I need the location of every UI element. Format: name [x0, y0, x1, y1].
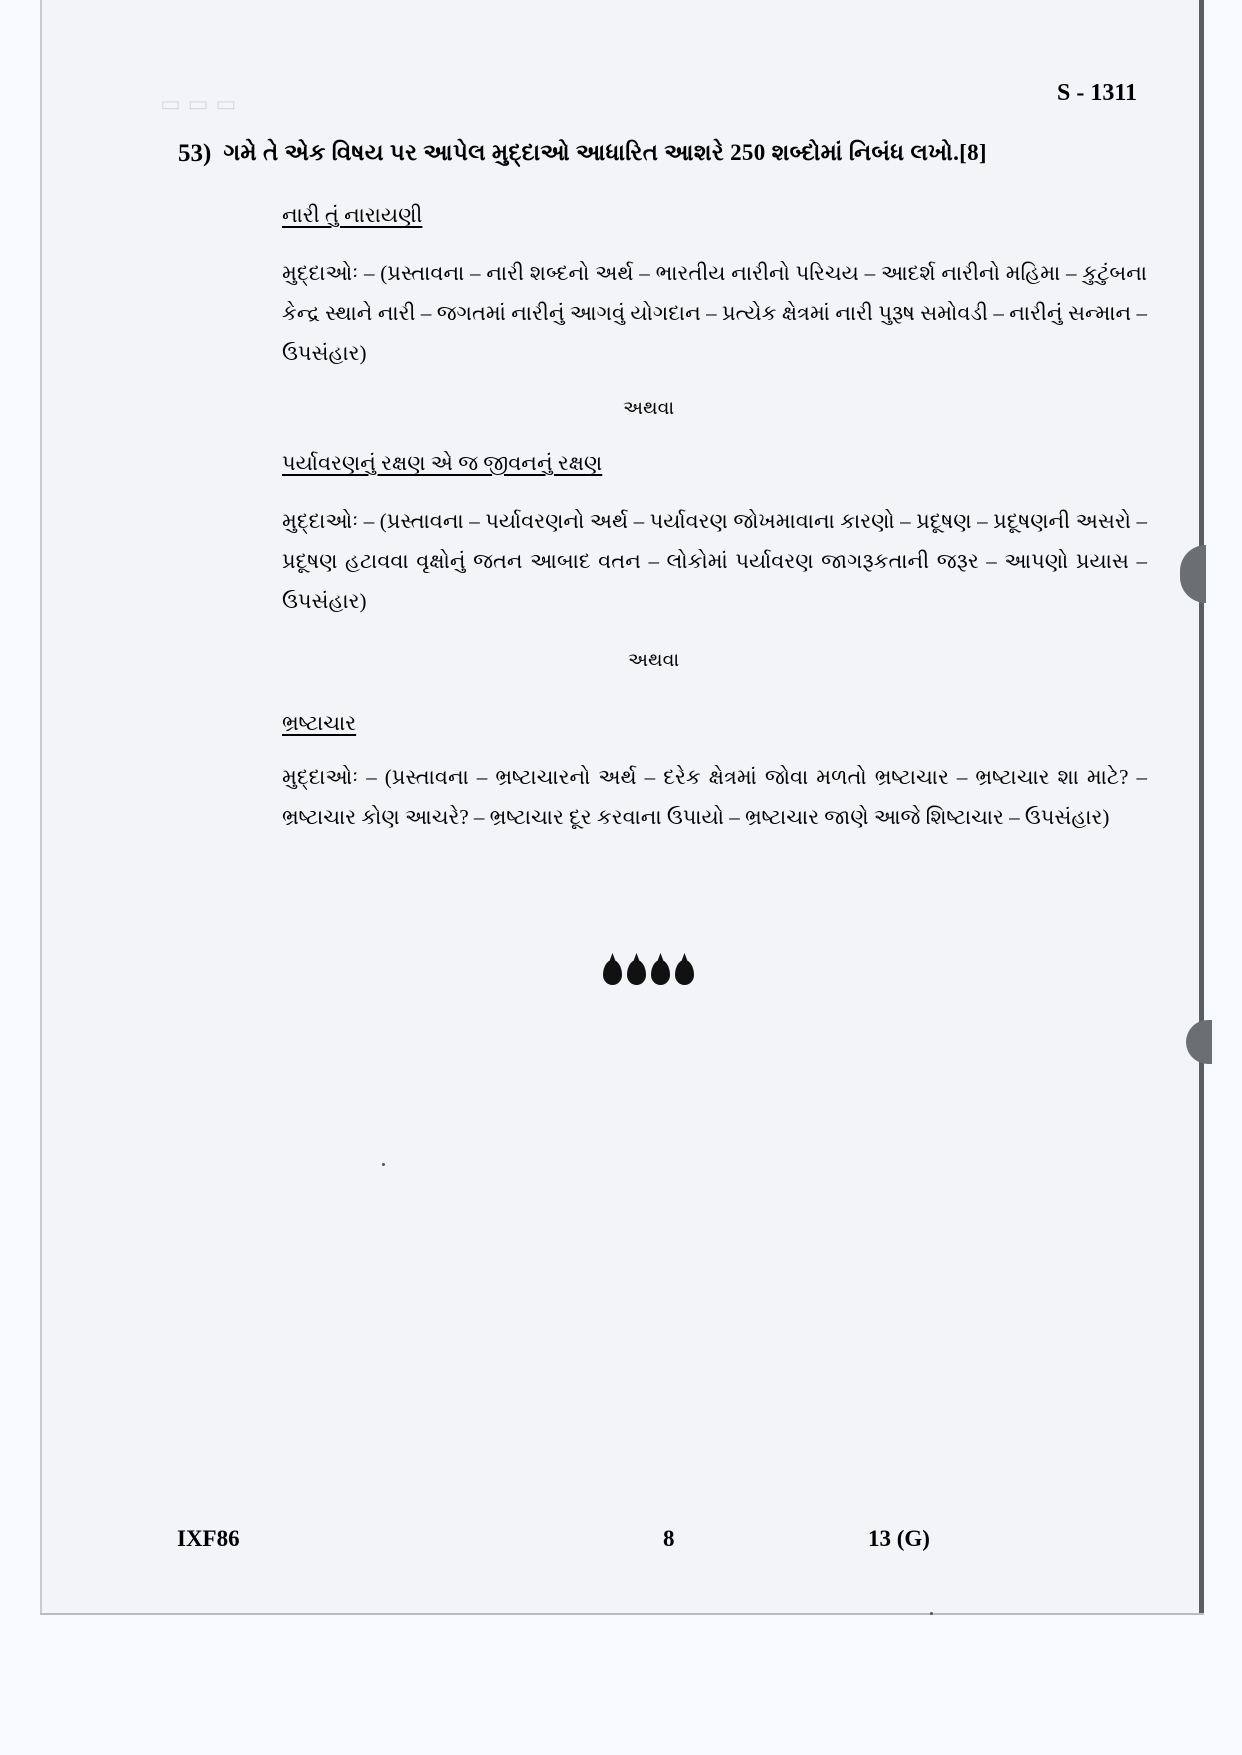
topic-points: મુદ્દાઓઃ – (પ્રસ્તાવના – ભ્રષ્ટાચારનો અર્થ – દરેક ક્ષેત્રમાં જોવા મળતો ભ્રષ્ટાચાર – ભ્રષ્ટાચાર શા માટે? – ભ્રષ્ટાચાર કોણ આચરે? – ભ્રષ્ટાચાર દૂર કરવાના ઉપાયો – ભ્રષ્ટાચાર જાણે આજે શિષ્ટાચાર – ઉપસંહાર)	[282, 765, 1147, 829]
sheet-edge	[40, 1613, 1204, 1615]
drop-icon	[675, 960, 694, 985]
topic-title: ભ્રષ્ટાચાર	[282, 711, 357, 735]
footer-code: IXF86	[177, 1526, 240, 1551]
drop-icon	[603, 960, 622, 985]
drop-icon	[651, 960, 670, 985]
drop-icon	[627, 960, 646, 985]
bleed-through-mark: ▭ ▭ ▭	[160, 92, 237, 117]
question-number: 53)	[178, 140, 212, 167]
speck	[930, 1612, 933, 1615]
or-separator: અથવા	[628, 650, 680, 671]
or-separator: અથવા	[623, 398, 675, 419]
topic-title: પર્યાવરણનું રક્ષણ એ જ જીવનનું રક્ષણ	[282, 451, 603, 475]
topic-points: મુદ્દાઓઃ – (પ્રસ્તાવના – નારી શબ્દનો અર્થ – ભારતીય નારીનો પરિચય – આદર્શ નારીનો મહિમા – કુટુંબના કેન્દ્ર સ્થાને નારી – જગતમાં નારીનું આગવું યોગદાન – પ્રત્યેક ક્ષેત્રમાં નારી પુરૂષ સમોવડી – નારીનું સન્માન – ઉપસંહાર)	[282, 261, 1147, 365]
end-ornament	[603, 960, 694, 985]
topic-points: મુદ્દાઓઃ – (પ્રસ્તાવના – પર્યાવરણનો અર્થ – પર્યાવરણ જોખમાવાના કારણો – પ્રદૂષણ – પ્રદૂષણની અસરો – પ્રદૂષણ હટાવવા વૃક્ષોનું જતન આબાદ વતન – લોકોમાં પર્યાવરણ જાગરૂકતાની જરૂર – આપણો પ્રયાસ – ઉપસંહાર)	[282, 509, 1147, 613]
question-text: ગમે તે એક વિષય પર આપેલ મુદ્દાઓ આધારિત આશરે 250 શબ્દોમાં નિબંધ લખો.[8]	[223, 140, 987, 165]
paper-code: S - 1311	[1056, 80, 1137, 106]
topic-title: નારી તું નારાયણી	[282, 203, 423, 227]
speck	[382, 1163, 385, 1166]
footer-set: 13 (G)	[868, 1526, 930, 1551]
page-number: 8	[663, 1526, 675, 1551]
question-heading	[178, 140, 1138, 168]
